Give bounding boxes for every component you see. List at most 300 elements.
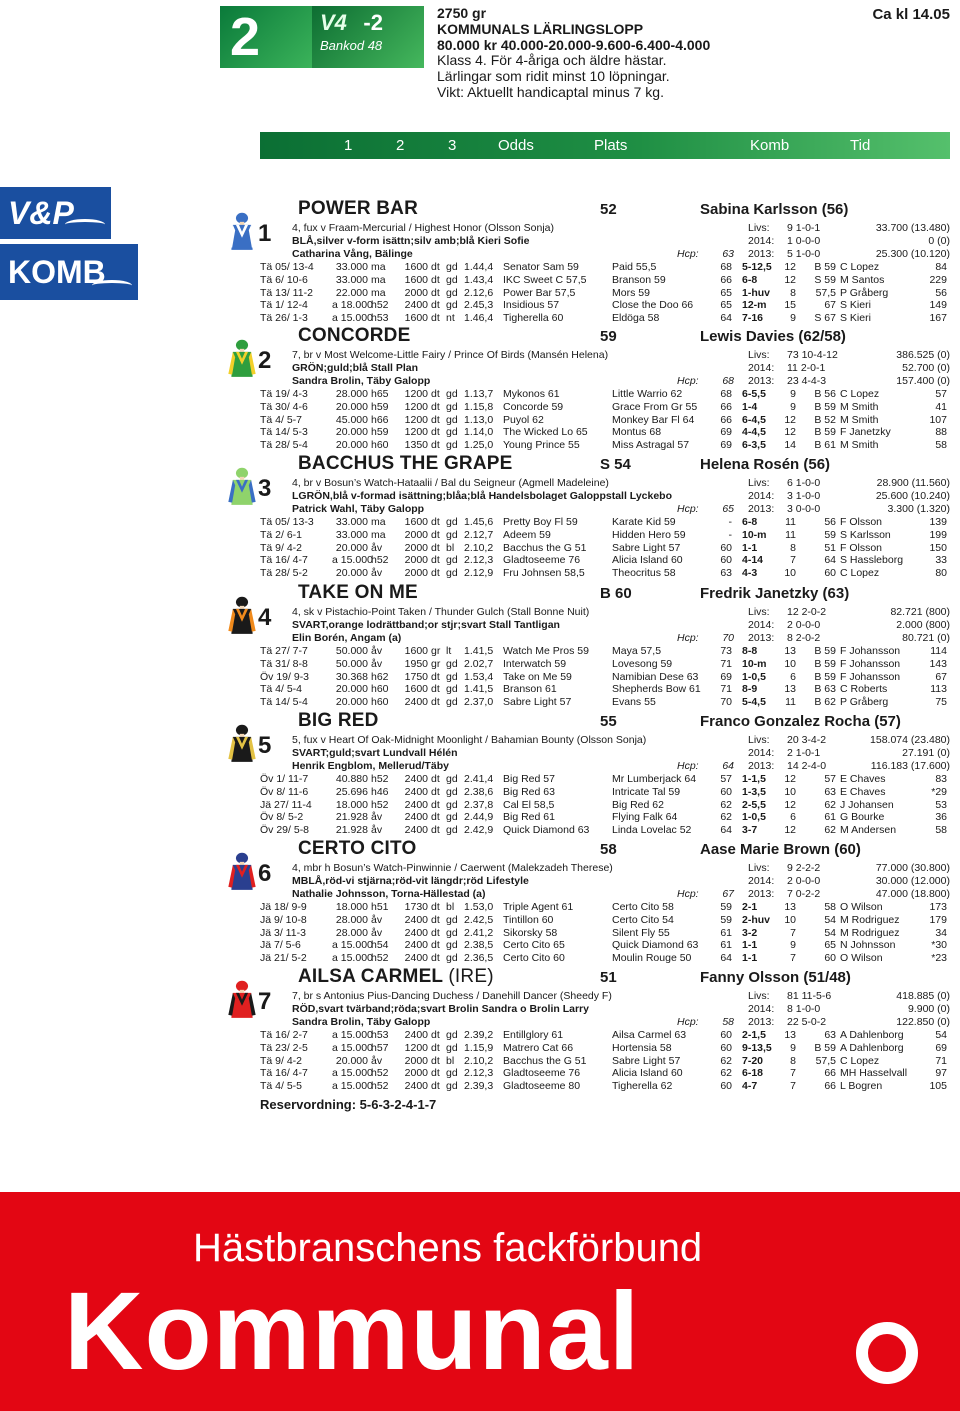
start-cell: 8-8 [742,645,758,657]
start-cell: 1-huv [742,286,771,299]
start-cell: Matrero Cat 66 [503,1041,574,1054]
start-cell: 6-3,5 [742,439,766,452]
start-cell: Quick Diamond 63 [612,939,699,952]
stats-earnings: 25.600 (10.240) [875,490,950,502]
start-cell: 1.25,0 [464,439,494,452]
start-cell: dt [431,1029,440,1041]
start-cell: 70 [720,696,732,709]
start-cell: 1.13,0 [464,413,494,426]
start-cell: M Rodriguez [840,913,900,926]
start-cell: S Karlsson [840,528,891,541]
start-cell: Sabre Light 57 [612,541,681,554]
stats-earnings: 418.885 (0) [896,990,950,1002]
start-cell: B 63 [814,683,836,696]
start-cell: 1600 [404,516,428,528]
start-cell: 28.000 [335,926,368,939]
start-cell: 12 [784,413,796,426]
start-cell: h59 [371,400,389,413]
start-cell: h52 [371,299,389,312]
start-cell: 50.000 [335,645,368,657]
start-cell: gd [446,798,458,811]
stats-earnings: 27.191 (0) [902,747,950,759]
start-cell: 33.000 [335,273,368,286]
start-cell: gd [446,528,458,541]
start-cell: Öv 1/ 11-7 [260,773,309,785]
game-badge [312,6,424,68]
start-cell: ma [371,261,386,273]
rider-name: Lewis Davies (62/58) [700,328,846,345]
start-cell: B 59 [814,645,836,657]
start-cell: Big Red 61 [503,811,555,824]
trainer-line: Nathalie Johnsson, Torna-Hällestad (a) [292,888,486,900]
race-condition: Klass 4. För 4-åriga och äldre hästar. [437,52,667,69]
start-cell: dt [431,811,440,824]
start-cell: Big Red 63 [503,785,555,798]
start-cell: Tä 9/ 4-2 [260,1054,303,1067]
stats-label: Livs: [748,606,770,618]
start-cell: 62 [720,1067,732,1080]
start-cell: C Roberts [840,683,888,696]
start-cell: 63 [824,785,836,798]
start-cell: B 59 [814,426,836,439]
start-cell: IKC Sweet C 57,5 [503,273,587,286]
start-cell: åv [371,824,383,837]
start-cell: gd [446,926,458,939]
start-cell: åv [371,926,383,939]
start-cell: A Dahlenborg [840,1029,904,1041]
start-cell: 173 [929,901,947,913]
horse-weight: 59 [600,328,617,345]
start-cell: 1.53,4 [464,670,494,683]
start-cell: 12 [784,273,796,286]
pedigree-line: 7, br s Antonius Pius-Dancing Duchess / Danehill Dancer (Sheedy F) [292,990,612,1002]
start-cell: 1.15,9 [464,1041,494,1054]
start-cell: Branson 59 [612,273,666,286]
stats-label: 2014: [748,490,775,502]
start-cell: *30 [931,939,947,952]
trainer-line: Elin Borén, Angam (a) [292,632,402,644]
stats-record: 81 11-5-6 [787,990,832,1002]
owner-colors-line: MBLÅ,röd-vi stjärna;röd-vit längdr;röd Lifestyle [292,875,529,887]
start-cell: 1.45,6 [464,516,494,528]
start-cell: 13 [784,645,796,657]
start-cell: 3-7 [742,824,758,837]
stats-label: 2013: [748,1016,775,1028]
start-cell: 5-12,5 [742,261,772,273]
start-cell: 4-4,5 [742,426,766,439]
start-cell: 60 [720,541,732,554]
start-cell: MH Hasselvall [840,1067,908,1080]
start-cell: 6-18 [742,1067,764,1080]
race-time: Ca kl 14.05 [872,6,950,23]
start-cell: Tä 4/ 5-5 [260,1080,303,1093]
start-cell: gd [446,939,458,952]
start-cell: 88 [935,426,947,439]
start-cell: 33.000 [335,528,368,541]
stats-earnings: 9.900 (0) [907,1003,950,1015]
start-cell: 1-1 [742,541,758,554]
start-cell: 6-5,5 [742,388,766,400]
start-cell: 30.368 [335,670,368,683]
start-cell: 65 [720,299,732,312]
start-cell: h60 [371,683,389,696]
start-cell: 9 [790,400,796,413]
horse-name: CONCORDE [298,325,411,346]
start-cell: 60 [720,554,732,567]
stats-label: 2014: [748,619,775,631]
start-cell: F Johansson [840,670,901,683]
start-cell: 2.39,2 [464,1029,494,1041]
start-cell: Sabre Light 57 [503,696,572,709]
start-cell: 1600 [404,261,428,273]
start-cell: Tintillon 60 [503,913,554,926]
start-cell: 60 [824,567,836,580]
start-cell: 9 [790,1041,796,1054]
start-cell: L Bogren [840,1080,883,1093]
start-cell: dt [431,696,440,709]
start-cell: 10 [784,657,796,670]
start-cell: 113 [930,683,947,696]
start-cell: Pretty Boy Fl 59 [503,516,578,528]
hcp-label: Hcp: [677,248,699,260]
start-cell: 60 [720,1029,732,1041]
start-cell: F Janetzky [840,426,891,439]
start-cell: 57,5 [815,286,836,299]
start-cell: C Lopez [840,1054,880,1067]
pedigree-line: 4, sk v Pistachio-Point Taken / Thunder Gulch (Stall Bonne Nuit) [292,606,590,618]
start-cell: 2.41,2 [464,926,494,939]
start-cell: 199 [929,528,947,541]
start-cell: Tigherella 62 [612,1080,673,1093]
start-cell: gd [446,1080,458,1093]
start-cell: 97 [935,1067,947,1080]
hcp-label: Hcp: [677,375,699,387]
start-cell: 2000 [404,567,428,580]
start-cell: 10-m [742,657,767,670]
start-cell: Linda Lovelac 52 [612,824,692,837]
start-cell: 60 [824,952,836,965]
start-cell: gd [446,696,458,709]
rider-name: Aase Marie Brown (60) [700,841,861,858]
start-cell: Tä 14/ 5-4 [260,696,308,709]
start-cell: 69 [720,670,732,683]
start-cell: 2-huv [742,913,771,926]
stats-earnings: 80.721 (0) [902,632,950,644]
stats-earnings: 47.000 (18.800) [875,888,950,900]
start-cell: 1.43,4 [464,273,494,286]
start-cell: 2000 [404,286,428,299]
hcp-label: Hcp: [677,888,699,900]
start-cell: 59 [824,528,836,541]
start-cell: 69 [720,439,732,452]
start-cell: Concorde 59 [503,400,564,413]
start-cell: Tä 05/ 13-4 [260,261,314,273]
start-cell: 1350 [404,439,428,452]
start-cell: gd [446,400,458,413]
start-cell: Tigherella 60 [503,312,564,325]
start-cell: gd [446,299,458,312]
start-cell: gd [446,1029,458,1041]
start-cell: 25.696 [335,785,368,798]
start-cell: Evans 55 [612,696,656,709]
start-cell: Big Red 62 [612,798,664,811]
banner-brand: Kommunal [64,1270,641,1393]
start-cell: 2.12,3 [464,554,494,567]
start-cell: 1730 [404,901,428,913]
start-cell: 7-20 [742,1054,764,1067]
start-cell: C Lopez [840,261,880,273]
owner-colors-line: RÖD,svart tvärband;röda;svart Brolin Sandra o Brolin Larry [292,1003,589,1015]
start-cell: dt [431,312,440,325]
stats-earnings: 25.300 (10.120) [875,248,950,260]
stats-label: 2013: [748,503,775,515]
start-cell: Karate Kid 59 [612,516,676,528]
start-cell: 65 [824,939,836,952]
start-cell: 10-m [742,528,767,541]
start-cell: 2.10,2 [464,1054,494,1067]
col-odds: Odds [498,137,534,154]
start-cell: dt [431,913,440,926]
start-cell: F Olsson [840,541,883,554]
brand-ring-icon [856,1322,918,1384]
start-cell: 63 [824,1029,836,1041]
col-1: 1 [344,137,353,154]
start-cell: Young Prince 55 [503,439,580,452]
start-cell: 107 [929,413,947,426]
start-cell: 10 [784,913,796,926]
start-cell: Tä 16/ 4-7 [260,1067,308,1080]
stats-earnings: 28.900 (11.560) [876,477,950,489]
start-cell: 3-2 [742,926,758,939]
start-cell: dt [431,554,440,567]
hcp-label: Hcp: [677,760,699,772]
col-komb: Komb [750,137,790,154]
start-cell: 1-0,5 [742,811,766,824]
start-cell: Jä 18/ 9-9 [260,901,307,913]
start-cell: Tä 1/ 12-4 [260,299,308,312]
start-cell: h60 [371,439,389,452]
start-cell: B 62 [814,696,836,709]
start-cell: Lovesong 59 [612,657,673,670]
start-cell: 20.000 [335,426,368,439]
start-cell: Entillglory 61 [503,1029,564,1041]
start-cell: 69 [720,426,732,439]
start-cell: 28.000 [335,913,368,926]
start-cell: dt [431,683,440,696]
start-cell: Eldöga 58 [612,312,660,325]
start-cell: 14 [784,439,796,452]
start-cell: Tä 28/ 5-2 [260,567,308,580]
start-cell: 2.38,6 [464,785,494,798]
start-cell: 75 [935,696,947,709]
start-cell: 54 [824,926,836,939]
start-cell: Cal El 58,5 [503,798,555,811]
start-cell: 50.000 [335,657,368,670]
start-cell: bl [446,541,455,554]
start-cell: 1-1,5 [742,773,766,785]
start-cell: 57 [824,773,836,785]
start-cell: Mykonos 61 [503,388,560,400]
start-cell: B 59 [814,1041,836,1054]
start-cell: 67 [824,299,836,312]
start-cell: 2400 [404,913,428,926]
start-cell: 1750 [404,670,428,683]
start-cell: 66 [720,413,732,426]
stats-label: Livs: [748,222,770,234]
start-cell: Branson 61 [503,683,557,696]
stats-earnings: 0 (0) [928,235,950,247]
col-tid: Tid [850,137,871,154]
start-cell: 13 [784,1029,796,1041]
start-cell: 9 [790,939,796,952]
start-cell: 2400 [404,299,428,312]
start-cell: 1.14,0 [464,426,494,439]
stats-earnings: 157.400 (0) [896,375,950,387]
horse-weight: B 60 [600,585,632,602]
start-cell: 58 [935,439,947,452]
start-cell: 36 [935,811,947,824]
start-cell: Interwatch 59 [503,657,567,670]
stats-label: 2013: [748,248,775,260]
start-cell: 20.000 [335,567,368,580]
start-cell: dt [431,1054,440,1067]
start-cell: Mors 59 [612,286,650,299]
start-cell: O Wilson [840,952,883,965]
start-cell: 69 [935,1041,947,1054]
start-cell: Gladtoseeme 80 [503,1080,581,1093]
start-cell: Gladtoseeme 76 [503,1067,581,1080]
start-cell: 53 [935,798,947,811]
start-cell: F Johansson [840,645,901,657]
start-cell: gd [446,1067,458,1080]
start-cell: 33.000 [335,261,368,273]
stats-label: 2014: [748,362,775,374]
start-cell: 12 [784,261,796,273]
start-cell: F Johansson [840,657,901,670]
start-cell: Certo Cito 58 [612,901,674,913]
start-cell: Öv 29/ 5-8 [260,824,310,837]
start-cell: 1-3,5 [742,785,766,798]
start-cell: 1-0,5 [742,670,766,683]
start-cell: a 15.000 [332,1067,373,1080]
stats-earnings: 3.300 (1.320) [887,503,950,515]
start-cell: Tä 23/ 2-5 [260,1041,308,1054]
stats-record: 3 0-0-0 [787,503,821,515]
start-cell: 2-5,5 [742,798,766,811]
start-cell: Little Warrio 62 [612,388,683,400]
start-cell: 2000 [404,1067,428,1080]
start-cell: 8 [790,286,796,299]
start-cell: A Dahlenborg [840,1041,904,1054]
start-cell: 33.000 [335,516,368,528]
horse-number: 2 [258,347,272,374]
start-cell: h57 [371,1041,389,1054]
start-cell: gr [431,645,441,657]
start-cell: 54 [935,1029,947,1041]
game-leg: -2 [363,10,383,35]
start-cell: B 61 [814,439,836,452]
start-cell: 20.000 [335,696,368,709]
col-2: 2 [396,137,405,154]
start-cell: 1600 [404,273,428,286]
start-cell: Grace From Gr 55 [612,400,698,413]
start-cell: dt [431,426,440,439]
start-cell: dt [431,952,440,965]
start-cell: 2.39,3 [464,1080,494,1093]
start-cell: 1.46,4 [464,312,494,325]
start-cell: 1.41,5 [464,645,494,657]
start-cell: M Andersen [840,824,897,837]
hcp-label: Hcp: [677,632,699,644]
start-cell: Sabre Light 57 [612,1054,681,1067]
horse-number: 6 [258,860,272,887]
stats-record: 6 1-0-0 [787,477,821,489]
start-cell: S Kieri [840,299,871,312]
stats-label: Livs: [748,349,770,361]
start-cell: 56 [935,286,947,299]
start-cell: 80 [935,567,947,580]
start-cell: 4-3 [742,567,758,580]
start-cell: 7 [790,926,796,939]
start-cell: 2.45,3 [464,299,494,312]
trainer-line: Patrick Wahl, Täby Galopp [292,503,425,515]
start-cell: B 56 [814,388,836,400]
start-cell: S 59 [814,273,836,286]
start-cell: h52 [371,773,389,785]
stats-record: 2 0-0-0 [787,619,821,631]
start-cell: Öv 19/ 9-3 [260,670,310,683]
start-cell: *29 [931,785,947,798]
start-cell: 20.000 [335,541,368,554]
start-cell: 143 [929,657,947,670]
start-cell: 1600 [404,645,428,657]
start-cell: Certo Cito 54 [612,913,674,926]
start-cell: 6-8 [742,273,758,286]
race-condition: Lärlingar som ridit minst 10 löpningar. [437,68,670,85]
start-cell: 2.37,8 [464,798,494,811]
start-cell: 54 [824,913,836,926]
horse-weight: S 54 [600,456,631,473]
start-cell: 21.928 [335,824,368,837]
hcp-label: Hcp: [677,1016,699,1028]
start-cell: dt [431,824,440,837]
start-cell: 62 [720,811,732,824]
stats-label: Livs: [748,734,770,746]
start-cell: ma [371,286,386,299]
start-cell: dt [431,400,440,413]
owner-colors-line: LGRÖN,blå v-formad isättning;blåa;blå Handelsbolaget Galoppstall Lyckebo [292,490,672,502]
start-cell: 8-9 [742,683,758,696]
start-cell: h52 [371,1067,389,1080]
komb-logo: KOMB [0,244,138,300]
start-cell: 1600 [404,312,428,325]
stats-record: 22 5-0-2 [787,1016,827,1028]
start-cell: 2400 [404,785,428,798]
pedigree-line: 7, br v Most Welcome-Little Fairy / Prince Of Birds (Mansén Helena) [292,349,609,361]
start-cell: Flying Falk 64 [612,811,678,824]
start-cell: Watch Me Pros 59 [503,645,589,657]
start-cell: åv [371,1054,383,1067]
start-cell: 11 [785,528,796,541]
start-cell: 20.000 [335,683,368,696]
start-cell: 2000 [404,554,428,567]
stats-label: 2013: [748,632,775,644]
stats-label: 2013: [748,375,775,387]
start-cell: h65 [371,388,389,400]
stats-earnings: 122.850 (0) [896,1016,950,1028]
start-cell: dt [431,388,440,400]
start-cell: 1200 [404,413,428,426]
